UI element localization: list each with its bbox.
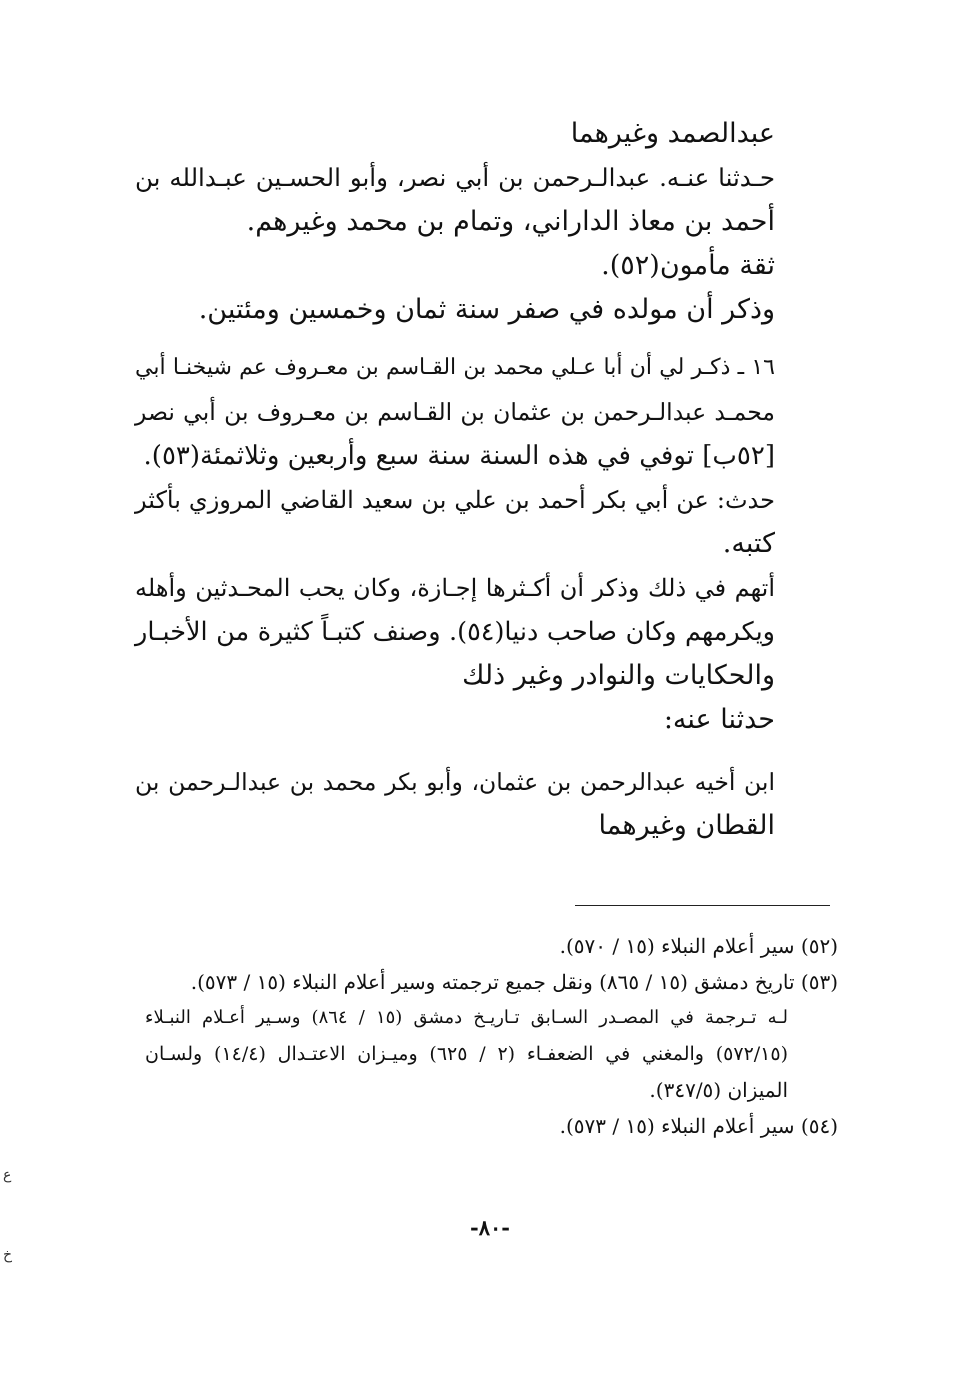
footnote-line: (٥٤) سير أعلام النبلاء (١٥ / ٥٧٣). xyxy=(559,1114,838,1138)
text-line: أتهم في ذلك وذكر أن أكـثرها إجـازة، وكان يحب المحـدثين وأهله xyxy=(135,574,775,602)
footnote-line: (٥٧٢/١٥) والمغني في الضعفـاء (٢ / ٦٢٥) وميـزان الاعتـدال (١٤/٤) ولسـان xyxy=(145,1043,789,1065)
main-text xyxy=(135,112,775,848)
paragraph-gap xyxy=(135,742,775,760)
text-line: ثقة مأمون(٥٢). xyxy=(601,250,775,281)
footnote-line: (٥٢) سير أعلام النبلاء (١٥ / ٥٧٠). xyxy=(559,934,838,958)
text-line: حـدثنا عنـه. عبدالـرحمن بن أبي نصر، وأبو الحسـين عبـدالله بن xyxy=(135,163,775,192)
entry-heading-line: ١٦ ـ ذكـر لي أن أبا عـلي محمد بن القـاسم بن معـروف عم شيخنـا أبي xyxy=(135,355,775,380)
footnote-line: الميزان (٣٤٧/٥). xyxy=(649,1078,788,1102)
text-line: عبدالصمد وغيرهما xyxy=(570,118,775,149)
text-line: حدثنا عنه: xyxy=(663,704,775,735)
text-line: حدث: عن أبي بكر أحمد بن علي بن سعيد القاضي المروزي بأكثر xyxy=(135,486,775,514)
text-line: ابن أخيه عبدالرحمن بن عثمان، وأبو بكر محمد بن عبدالـرحمن بن xyxy=(135,768,775,796)
margin-mark: ع xyxy=(3,1167,12,1183)
footnote-line: لـه تـرجمة في المصـدر السـابق تـاريـخ دمشق (١٥ / ٨٦٤) وسـير أعـلام النبـلاء xyxy=(145,1007,788,1028)
page-number: -٨٠- xyxy=(470,1215,510,1240)
text-line: القطان وغيرهما xyxy=(598,810,775,841)
text-line: كتبه. xyxy=(722,528,775,559)
text-line: وذكر أن مولده في صفر سنة ثمان وخمسين ومئتين. xyxy=(198,294,775,325)
text-line: ويكرمهم وكان صاحب دنيا(٥٤). وصنف كتبـاً كثيرة من الأخبـار xyxy=(135,617,775,647)
text-line: [٥٢ب] توفي في هذه السنة سنة سبع وأربعين وثلاثمئة(٥٣). xyxy=(143,441,775,471)
text-line: محمـد عبدالـرحمن بن عثمان بن القـاسم بن معـروف بن أبي نصر xyxy=(135,398,775,426)
text-line: أحمد بن معاذ الداراني، وتمام بن محمد وغيرهم. xyxy=(246,206,775,237)
margin-mark: خ xyxy=(3,1247,13,1263)
text-line: والحكايات والنوادر وغير ذلك xyxy=(462,660,775,691)
footnote-separator xyxy=(575,905,830,906)
footnote-line: (٥٣) تاريخ دمشق (١٥ / ٨٦٥) ونقل جميع ترجمته وسير أعلام النبلاء (١٥ / ٥٧٣). xyxy=(190,970,838,994)
paragraph-gap xyxy=(135,332,775,346)
footnotes xyxy=(145,928,838,1144)
